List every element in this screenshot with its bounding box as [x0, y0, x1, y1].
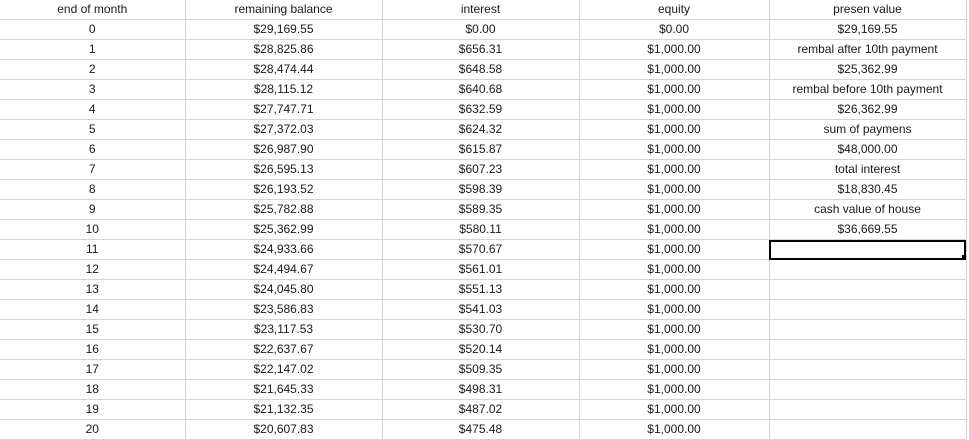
- equity-cell[interactable]: $1,000.00: [579, 380, 769, 400]
- remaining-balance-cell[interactable]: $21,645.33: [185, 380, 382, 400]
- table-row: [0, 180, 966, 200]
- active-cell[interactable]: [769, 240, 966, 260]
- interest-cell[interactable]: $624.32: [382, 120, 579, 140]
- presen-value-cell[interactable]: [769, 380, 966, 400]
- equity-cell[interactable]: $1,000.00: [579, 160, 769, 180]
- table-row: [0, 260, 966, 280]
- month-cell[interactable]: 9: [0, 200, 185, 220]
- remaining-balance-cell[interactable]: $28,825.86: [185, 40, 382, 60]
- equity-cell[interactable]: $1,000.00: [579, 100, 769, 120]
- month-cell[interactable]: 8: [0, 180, 185, 200]
- month-cell[interactable]: 17: [0, 360, 185, 380]
- month-cell[interactable]: 1: [0, 40, 185, 60]
- interest-cell[interactable]: $615.87: [382, 140, 579, 160]
- equity-cell[interactable]: $1,000.00: [579, 140, 769, 160]
- interest-cell[interactable]: $640.68: [382, 80, 579, 100]
- month-cell[interactable]: 3: [0, 80, 185, 100]
- remaining-balance-cell[interactable]: $25,362.99: [185, 220, 382, 240]
- presen-value-cell[interactable]: [769, 360, 966, 380]
- table-row: [0, 80, 966, 100]
- remaining-balance-cell[interactable]: $24,045.80: [185, 280, 382, 300]
- remaining-balance-cell[interactable]: $28,474.44: [185, 60, 382, 80]
- table-row: [0, 140, 966, 160]
- equity-cell[interactable]: $1,000.00: [579, 320, 769, 340]
- remaining-balance-cell[interactable]: $20,607.83: [185, 420, 382, 440]
- equity-cell[interactable]: $1,000.00: [579, 120, 769, 140]
- interest-cell[interactable]: $520.14: [382, 340, 579, 360]
- month-cell[interactable]: 20: [0, 420, 185, 440]
- presen-value-cell[interactable]: [769, 400, 966, 420]
- table-row: [0, 100, 966, 120]
- table-row: [0, 20, 966, 40]
- interest-cell[interactable]: $648.58: [382, 60, 579, 80]
- equity-cell[interactable]: $1,000.00: [579, 400, 769, 420]
- interest-cell[interactable]: $487.02: [382, 400, 579, 420]
- presen-value-cell[interactable]: rembal before 10th payment: [769, 80, 966, 100]
- remaining-balance-cell[interactable]: $23,586.83: [185, 300, 382, 320]
- remaining-balance-cell[interactable]: $22,147.02: [185, 360, 382, 380]
- presen-value-cell[interactable]: sum of paymens: [769, 120, 966, 140]
- interest-cell[interactable]: $580.11: [382, 220, 579, 240]
- interest-cell[interactable]: $551.13: [382, 280, 579, 300]
- table-row: [0, 280, 966, 300]
- remaining-balance-cell[interactable]: $29,169.55: [185, 20, 382, 40]
- month-cell[interactable]: 0: [0, 20, 185, 40]
- month-cell[interactable]: 16: [0, 340, 185, 360]
- interest-cell[interactable]: $475.48: [382, 420, 579, 440]
- presen-value-cell[interactable]: $25,362.99: [769, 60, 966, 80]
- table-row: [0, 300, 966, 320]
- table-row: [0, 400, 966, 420]
- equity-cell[interactable]: $1,000.00: [579, 340, 769, 360]
- table-row: [0, 120, 966, 140]
- month-cell[interactable]: 6: [0, 140, 185, 160]
- presen-value-cell[interactable]: $29,169.55: [769, 20, 966, 40]
- table-row: [0, 40, 966, 60]
- header-row: [0, 0, 966, 20]
- interest-cell[interactable]: $509.35: [382, 360, 579, 380]
- interest-cell[interactable]: $0.00: [382, 20, 579, 40]
- equity-cell[interactable]: $0.00: [579, 20, 769, 40]
- remaining-balance-cell[interactable]: $27,747.71: [185, 100, 382, 120]
- month-cell[interactable]: 18: [0, 380, 185, 400]
- table-row: [0, 420, 966, 440]
- remaining-balance-cell[interactable]: $24,933.66: [185, 240, 382, 260]
- interest-cell[interactable]: $656.31: [382, 40, 579, 60]
- interest-cell[interactable]: $589.35: [382, 200, 579, 220]
- presen-value-cell[interactable]: total interest: [769, 160, 966, 180]
- presen-value-cell[interactable]: rembal after 10th payment: [769, 40, 966, 60]
- equity-cell[interactable]: $1,000.00: [579, 360, 769, 380]
- presen-value-cell[interactable]: [769, 300, 966, 320]
- equity-cell[interactable]: $1,000.00: [579, 260, 769, 280]
- interest-cell[interactable]: $632.59: [382, 100, 579, 120]
- interest-cell[interactable]: $541.03: [382, 300, 579, 320]
- table-row: [0, 360, 966, 380]
- equity-cell[interactable]: $1,000.00: [579, 280, 769, 300]
- header-cell-month[interactable]: end of month: [0, 0, 185, 20]
- presen-value-cell[interactable]: [769, 340, 966, 360]
- presen-value-cell[interactable]: $18,830.45: [769, 180, 966, 200]
- header-cell-interest[interactable]: interest: [382, 0, 579, 20]
- presen-value-cell[interactable]: cash value of house: [769, 200, 966, 220]
- table-row: [0, 380, 966, 400]
- remaining-balance-cell[interactable]: $26,987.90: [185, 140, 382, 160]
- presen-value-cell[interactable]: [769, 320, 966, 340]
- month-cell[interactable]: 5: [0, 120, 185, 140]
- table-row: [0, 60, 966, 80]
- month-cell[interactable]: 11: [0, 240, 185, 260]
- equity-cell[interactable]: $1,000.00: [579, 180, 769, 200]
- presen-value-cell[interactable]: [769, 280, 966, 300]
- table-row: [0, 220, 966, 240]
- remaining-balance-cell[interactable]: $25,782.88: [185, 200, 382, 220]
- equity-cell[interactable]: $1,000.00: [579, 40, 769, 60]
- month-cell[interactable]: 19: [0, 400, 185, 420]
- header-cell-remaining-balance[interactable]: remaining balance: [185, 0, 382, 20]
- table-row: [0, 320, 966, 340]
- month-cell[interactable]: 7: [0, 160, 185, 180]
- month-cell[interactable]: 12: [0, 260, 185, 280]
- header-cell-presen-value[interactable]: presen value: [769, 0, 966, 20]
- interest-cell[interactable]: $498.31: [382, 380, 579, 400]
- table-row: [0, 200, 966, 220]
- remaining-balance-cell[interactable]: $26,193.52: [185, 180, 382, 200]
- equity-cell[interactable]: $1,000.00: [579, 80, 769, 100]
- table-row: [0, 160, 966, 180]
- month-cell[interactable]: 13: [0, 280, 185, 300]
- header-cell-equity[interactable]: equity: [579, 0, 769, 20]
- remaining-balance-cell[interactable]: $24,494.67: [185, 260, 382, 280]
- interest-cell[interactable]: $598.39: [382, 180, 579, 200]
- equity-cell[interactable]: $1,000.00: [579, 420, 769, 440]
- month-cell[interactable]: 15: [0, 320, 185, 340]
- interest-cell[interactable]: $607.23: [382, 160, 579, 180]
- remaining-balance-cell[interactable]: $21,132.35: [185, 400, 382, 420]
- presen-value-cell[interactable]: $26,362.99: [769, 100, 966, 120]
- equity-cell[interactable]: $1,000.00: [579, 60, 769, 80]
- remaining-balance-cell[interactable]: $22,637.67: [185, 340, 382, 360]
- presen-value-cell[interactable]: [769, 420, 966, 440]
- interest-cell[interactable]: $570.67: [382, 240, 579, 260]
- month-cell[interactable]: 10: [0, 220, 185, 240]
- remaining-balance-cell[interactable]: $26,595.13: [185, 160, 382, 180]
- month-cell[interactable]: 14: [0, 300, 185, 320]
- month-cell[interactable]: 4: [0, 100, 185, 120]
- equity-cell[interactable]: $1,000.00: [579, 220, 769, 240]
- table-row: [0, 240, 966, 260]
- presen-value-cell[interactable]: $48,000.00: [769, 140, 966, 160]
- remaining-balance-cell[interactable]: $27,372.03: [185, 120, 382, 140]
- month-cell[interactable]: 2: [0, 60, 185, 80]
- interest-cell[interactable]: $561.01: [382, 260, 579, 280]
- interest-cell[interactable]: $530.70: [382, 320, 579, 340]
- equity-cell[interactable]: $1,000.00: [579, 240, 769, 260]
- equity-cell[interactable]: $1,000.00: [579, 200, 769, 220]
- remaining-balance-cell[interactable]: $23,117.53: [185, 320, 382, 340]
- table-row: [0, 340, 966, 360]
- equity-cell[interactable]: $1,000.00: [579, 300, 769, 320]
- presen-value-cell[interactable]: [769, 260, 966, 280]
- remaining-balance-cell[interactable]: $28,115.12: [185, 80, 382, 100]
- presen-value-cell[interactable]: $36,669.55: [769, 220, 966, 240]
